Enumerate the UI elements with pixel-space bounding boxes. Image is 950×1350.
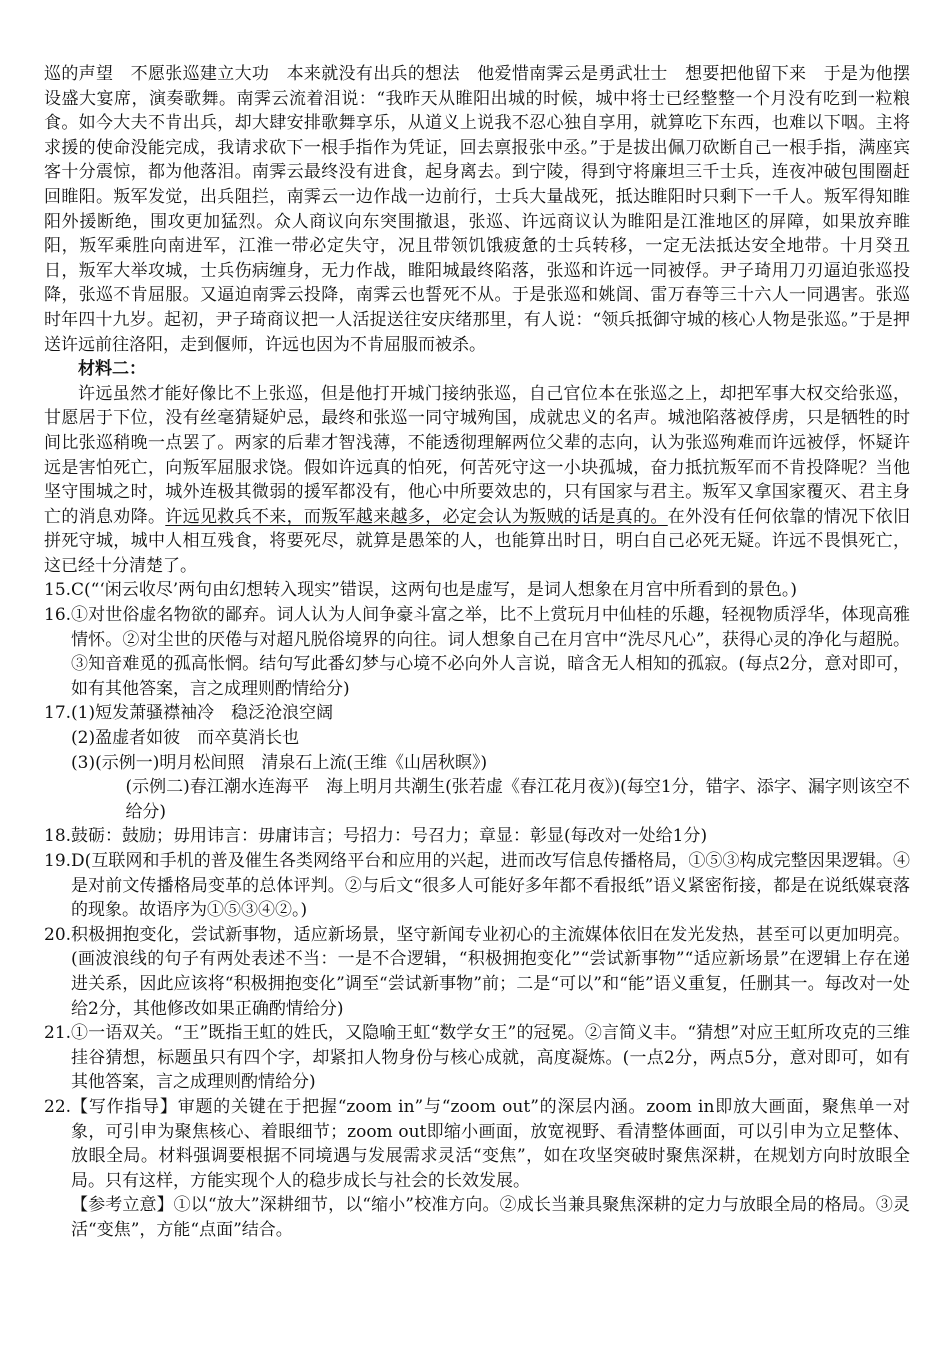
answer-17 <box>44 701 910 824</box>
material2-text-before: 许远虽然才能好像比不上张巡，但是他打开城门接纳张巡，自己官位本在张巡之上，却把军事大权交给张巡，甘愿居于下位，没有丝毫猜疑妒忌，最终和张巡一同守城殉国，成就忠义的名声。城池陷落被俘虏，只是牺牲的时间比张巡稍晚一点罢了。两家的后辈才智浅薄，不能透彻理解两位父辈的志向，认为张巡殉难而许远被俘，怀疑许远是害怕死亡，向叛军屈服求饶。假如许远真的怕死，何苦死守这一小块孤城，奋力抵抗叛军而不肯投降呢？当他坚守围城之时，城外连极其微弱的援军都没有，他心中所要效忠的，只有国家与君主。叛军又拿国家覆灭、君主身亡的消息劝降。 <box>44 383 910 527</box>
reference-theme: 【参考立意】①以“放大”深耕细节，以“缩小”校准方向。②成长当兼具聚焦深耕的定力与放眼全局的格局。③灵活“变焦”，方能“点面”结合。 <box>71 1195 910 1240</box>
material2-paragraph <box>44 382 910 579</box>
answer-20-number: 20. <box>44 924 72 945</box>
answer-15-text: C(“‘闲云收尽’两句由幻想转入现实”错误，这两句也是虚写，是词人想象在月宫中所看到的景色。) <box>71 580 798 601</box>
answer-16 <box>44 603 910 701</box>
answer-22-number: 22. <box>44 1096 72 1117</box>
answer-17-line-2: (2)盈虚者如彼 而卒莫消长也 <box>71 728 300 749</box>
answer-page <box>44 62 910 1243</box>
answer-15 <box>44 578 910 603</box>
answer-20-text: 积极拥抱变化，尝试新事物，适应新场景，坚守新闻专业初心的主流媒体依旧在发光发热，甚至可以更加明亮。(画波浪线的句子有两处表述不当：一是不合逻辑，“积极拥抱变化”“尝试新事物”“适应新场景”在逻辑上存在递进关系，因此应该将“积极拥抱变化”调至“尝试新事物”前；二是“可以”和“能”语义重复，任删其一。每改对一处给2分，其他修改如果正确酌情给分) <box>71 924 910 1019</box>
answer-19 <box>44 849 910 923</box>
answer-18-number: 18. <box>44 826 72 847</box>
material1-paragraph: 巡的声望 不愿张巡建立大功 本来就没有出兵的想法 他爱惜南霁云是勇武壮士 想要把他留下来 于是为他摆设盛大宴席，演奏歌舞。南霁云流着泪说：“我昨天从睢阳出城的时候，城中将士已经整整一个月没有吃到一粒粮食。如今大夫不肯出兵，却大肆安排歌舞享乐，从道义上说我不忍心独自享用，就算吃下东西，也难以下咽。主将求援的使命没能完成，我请求砍下一根手指作为凭证，回去禀报张中丞。”于是拔出佩刀砍断自己一根手指，满座宾客十分震惊，都为他落泪。南霁云最终没有进食，起身离去。到宁陵，得到守将廉坦三千士兵，连夜冲破包围圈赶回睢阳。叛军发觉，出兵阻拦，南霁云一边作战一边前行，士兵大量战死，抵达睢阳时只剩下一千人。叛军得知睢阳外援断绝，围攻更加猛烈。众人商议向东突围撤退，张巡、许远商议认为睢阳是江淮地区的屏障，如果放弃睢阳，叛军乘胜向南进军，江淮一带必定失守，况且带领饥饿疲惫的士兵转移，一定无法抵达安全地带。十月癸丑日，叛军大举攻城，士兵伤病缠身，无力作战，睢阳城最终陷落，张巡和许远一同被俘。尹子琦用刀刃逼迫张巡投降，张巡不肯屈服。又逼迫南霁云投降，南霁云也誓死不从。于是张巡和姚訚、雷万春等三十六人一同遇害。张巡时年四十九岁。起初，尹子琦商议把一人活捉送往安庆绪那里，有人说：“领兵抵御守城的核心人物是张巡。”于是押送许远前往洛阳，走到偃师，许远也因为不肯屈服而被杀。 <box>44 64 910 355</box>
answer-17-line-1: (1)短发萧骚襟袖冷 稳泛沧浪空阔 <box>71 703 334 724</box>
material2-heading: 材料二： <box>78 359 146 380</box>
material2-underlined-sentence: 许远见救兵不来，而叛军越来越多，必定会认为叛贼的话是真的。 <box>165 506 668 527</box>
answer-18-text: 鼓砺：鼓励；毋用讳言：毋庸讳言；号招力：号召力；章显：彰显(每改对一处给1分) <box>71 826 708 847</box>
answer-22-body <box>71 1095 910 1243</box>
answer-21-text: ①一语双关。“王”既指王虹的姓氏，又隐喻王虹“数学女王”的冠冕。②言简义丰。“猜想”对应王虹所攻克的三维挂谷猜想，标题虽只有四个字，却紧扣人物身份与核心成就，高度凝炼。(一点2分，两点5分，意对即可，如有其他答案，言之成理则酌情给分) <box>71 1023 910 1093</box>
answer-15-number: 15. <box>44 580 72 601</box>
answer-21 <box>44 1021 910 1095</box>
answer-16-text: ①对世俗虚名物欲的鄙弃。词人认为人间争豪斗富之举，比不上赏玩月中仙桂的乐趣，轻视物质浮华，体现高雅情怀。②对尘世的厌倦与对超凡脱俗境界的向往。词人想象自己在月宫中“洗尽凡心”，获得心灵的净化与超脱。③知音难觅的孤高怅惘。结句写此番幻梦与心境不必向外人言说，暗含无人相知的孤寂。(每点2分，意对即可，如有其他答案，言之成理则酌情给分) <box>71 605 910 699</box>
answer-17-line-4: (示例二)春江潮水连海平 海上明月共潮生(张若虚《春江花月夜》)(每空1分，错字、添字、漏字则该空不给分) <box>125 777 910 822</box>
answer-22 <box>44 1095 910 1243</box>
answer-17-line-3: (3)(示例一)明月松间照 清泉石上流(王维《山居秋暝》) <box>71 752 488 773</box>
answer-16-number: 16. <box>44 605 72 626</box>
answer-18 <box>44 824 910 849</box>
answer-19-text: D(互联网和手机的普及催生各类网络平台和应用的兴起，进而改写信息传播格局，①⑤③构成完整因果逻辑。④是对前文传播格局变革的总体评判。②与后文“很多人可能好多年都不看报纸”语义紧密衔接，都是在说纸媒衰落的现象。故语序为①⑤③④②。) <box>71 851 910 921</box>
writing-guide: 【写作指导】审题的关键在于把握“zoom in”与“zoom out”的深层内涵。zoom in即放大画面，聚焦单一对象，可引申为聚焦核心、着眼细节；zoom out即缩小画面，放宽视野、看清整体画面，可以引申为立足整体、放眼全局。材料强调要根据不同境遇与发展需求灵活“变焦”，如在攻坚突破时聚焦深耕，在规划方向时放眼全局。只有这样，方能实现个人的稳步成长与社会的长效发展。 <box>71 1096 910 1191</box>
answer-21-number: 21. <box>44 1023 72 1044</box>
answer-17-number: 17. <box>44 703 72 724</box>
answer-19-number: 19. <box>44 851 72 871</box>
answer-17-body <box>71 701 910 824</box>
answer-20 <box>44 923 910 1021</box>
material2-text-after: 在外没有任何依靠的情况下依旧拼死守城，城中人相互残食，将要死尽，就算是愚笨的人，也能算出时日，明白自己必死无疑。许远不畏惧死亡，这已经十分清楚了。 <box>44 506 911 576</box>
